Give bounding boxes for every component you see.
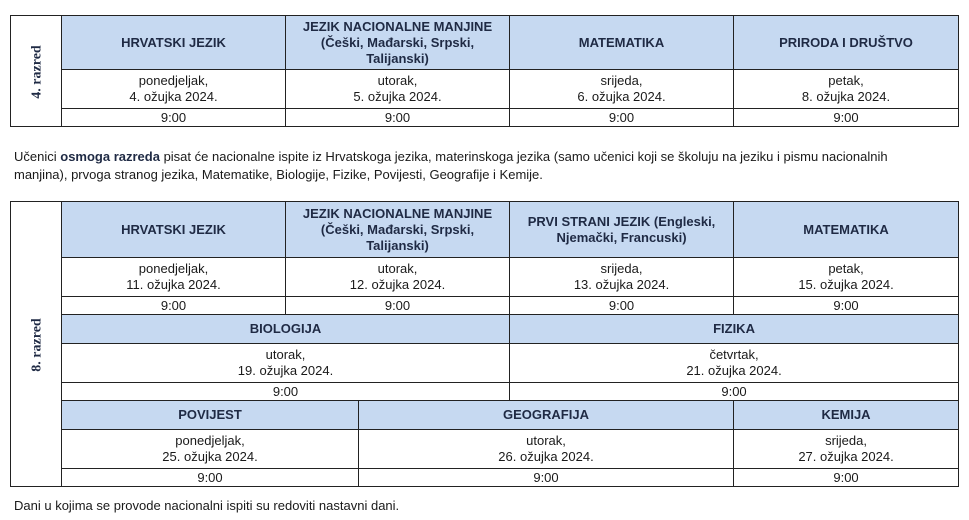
exam-time: 9:00 xyxy=(510,109,734,127)
exam-date: 26. ožujka 2024. xyxy=(498,449,594,464)
exam-day: srijeda, xyxy=(600,73,643,88)
subject-header: MATEMATIKA xyxy=(734,202,959,258)
exam-time: 9:00 xyxy=(286,109,510,127)
exam-day: utorak, xyxy=(377,261,418,276)
subject-header: FIZIKA xyxy=(510,315,959,344)
exam-date: 27. ožujka 2024. xyxy=(798,449,894,464)
subject-header: JEZIK NACIONALNE MANJINE (Češki, Mađarski, Srpski, Talijanski) xyxy=(286,202,510,258)
exam-day: ponedjeljak, xyxy=(138,261,209,276)
grade-label-cell xyxy=(11,16,62,127)
exam-date-cell xyxy=(286,70,510,109)
exam-date: 8. ožujka 2024. xyxy=(801,89,891,104)
exam-date: 11. ožujka 2024. xyxy=(126,277,221,292)
exam-date-cell xyxy=(510,344,959,383)
intro-paragraph xyxy=(14,148,944,184)
exam-date: 12. ožujka 2024. xyxy=(349,277,446,292)
exam-time: 9:00 xyxy=(62,297,286,315)
intro-text-end: pisat će nacionalne ispite iz Hrvatskoga jezika, materinskoga jezika (samo učenici koji se školuju na jeziku i pismu nacionalnih manjina), prvoga stranog jezika, Matematike, Biologije, Fizike, Povijesti, Geografije i Kemije. xyxy=(14,149,888,182)
exam-time: 9:00 xyxy=(734,297,959,315)
exam-date-cell xyxy=(62,344,510,383)
exam-date-cell xyxy=(359,430,734,469)
intro-text-bold: osmoga razreda xyxy=(60,149,160,164)
exam-date: 4. ožujka 2024. xyxy=(129,89,218,104)
exam-day: srijeda, xyxy=(600,261,643,276)
grade-label: 4. razred xyxy=(29,44,45,99)
exam-day: utorak, xyxy=(265,347,306,362)
exam-time: 9:00 xyxy=(510,297,734,315)
exam-time: 9:00 xyxy=(62,383,510,401)
subject-header: POVIJEST xyxy=(62,401,359,430)
footer-note: Dani u kojima se provode nacionalni ispiti su redoviti nastavni dani. xyxy=(14,498,400,513)
exam-date-cell xyxy=(286,258,510,297)
subject-header: PRIRODA I DRUŠTVO xyxy=(734,16,959,70)
exam-date-cell xyxy=(734,430,959,469)
exam-day: ponedjeljak, xyxy=(138,73,209,88)
exam-day: četvrtak, xyxy=(709,347,759,362)
exam-date: 6. ožujka 2024. xyxy=(577,89,666,104)
exam-time: 9:00 xyxy=(62,109,286,127)
exam-time: 9:00 xyxy=(734,469,959,487)
grade-label: 8. razred xyxy=(29,317,45,372)
subject-header: HRVATSKI JEZIK xyxy=(62,16,286,70)
exam-date: 5. ožujka 2024. xyxy=(353,89,442,104)
exam-date: 15. ožujka 2024. xyxy=(798,277,894,292)
exam-date: 13. ožujka 2024. xyxy=(573,277,670,292)
exam-date-cell xyxy=(62,258,286,297)
exam-day: petak, xyxy=(828,73,864,88)
exam-date-cell xyxy=(510,258,734,297)
subject-header: BIOLOGIJA xyxy=(62,315,510,344)
exam-date-cell xyxy=(734,70,959,109)
exam-time: 9:00 xyxy=(734,109,959,127)
exam-time: 9:00 xyxy=(359,469,734,487)
exam-time: 9:00 xyxy=(286,297,510,315)
exam-day: ponedjeljak, xyxy=(175,433,245,448)
grade4-schedule-table xyxy=(10,15,959,127)
subject-header: JEZIK NACIONALNE MANJINE (Češki, Mađarski, Srpski, Talijanski) xyxy=(286,16,510,70)
exam-date: 25. ožujka 2024. xyxy=(162,449,258,464)
exam-day: srijeda, xyxy=(825,433,867,448)
exam-date-cell xyxy=(510,70,734,109)
exam-date: 19. ožujka 2024. xyxy=(237,363,334,378)
exam-time: 9:00 xyxy=(510,383,959,401)
subject-header: MATEMATIKA xyxy=(510,16,734,70)
grade-label-cell xyxy=(11,202,62,487)
grade8-schedule-table xyxy=(10,201,959,487)
subject-header: HRVATSKI JEZIK xyxy=(62,202,286,258)
exam-date: 21. ožujka 2024. xyxy=(686,363,782,378)
subject-header: GEOGRAFIJA xyxy=(359,401,734,430)
exam-day: petak, xyxy=(828,261,864,276)
exam-day: utorak, xyxy=(377,73,418,88)
exam-time: 9:00 xyxy=(62,469,359,487)
exam-date-cell xyxy=(62,70,286,109)
exam-date-cell xyxy=(734,258,959,297)
subject-header: PRVI STRANI JEZIK (Engleski, Njemački, Francuski) xyxy=(510,202,734,258)
exam-day: utorak, xyxy=(526,433,566,448)
exam-date-cell xyxy=(62,430,359,469)
intro-text-start: Učenici xyxy=(14,149,61,164)
subject-header: KEMIJA xyxy=(734,401,959,430)
